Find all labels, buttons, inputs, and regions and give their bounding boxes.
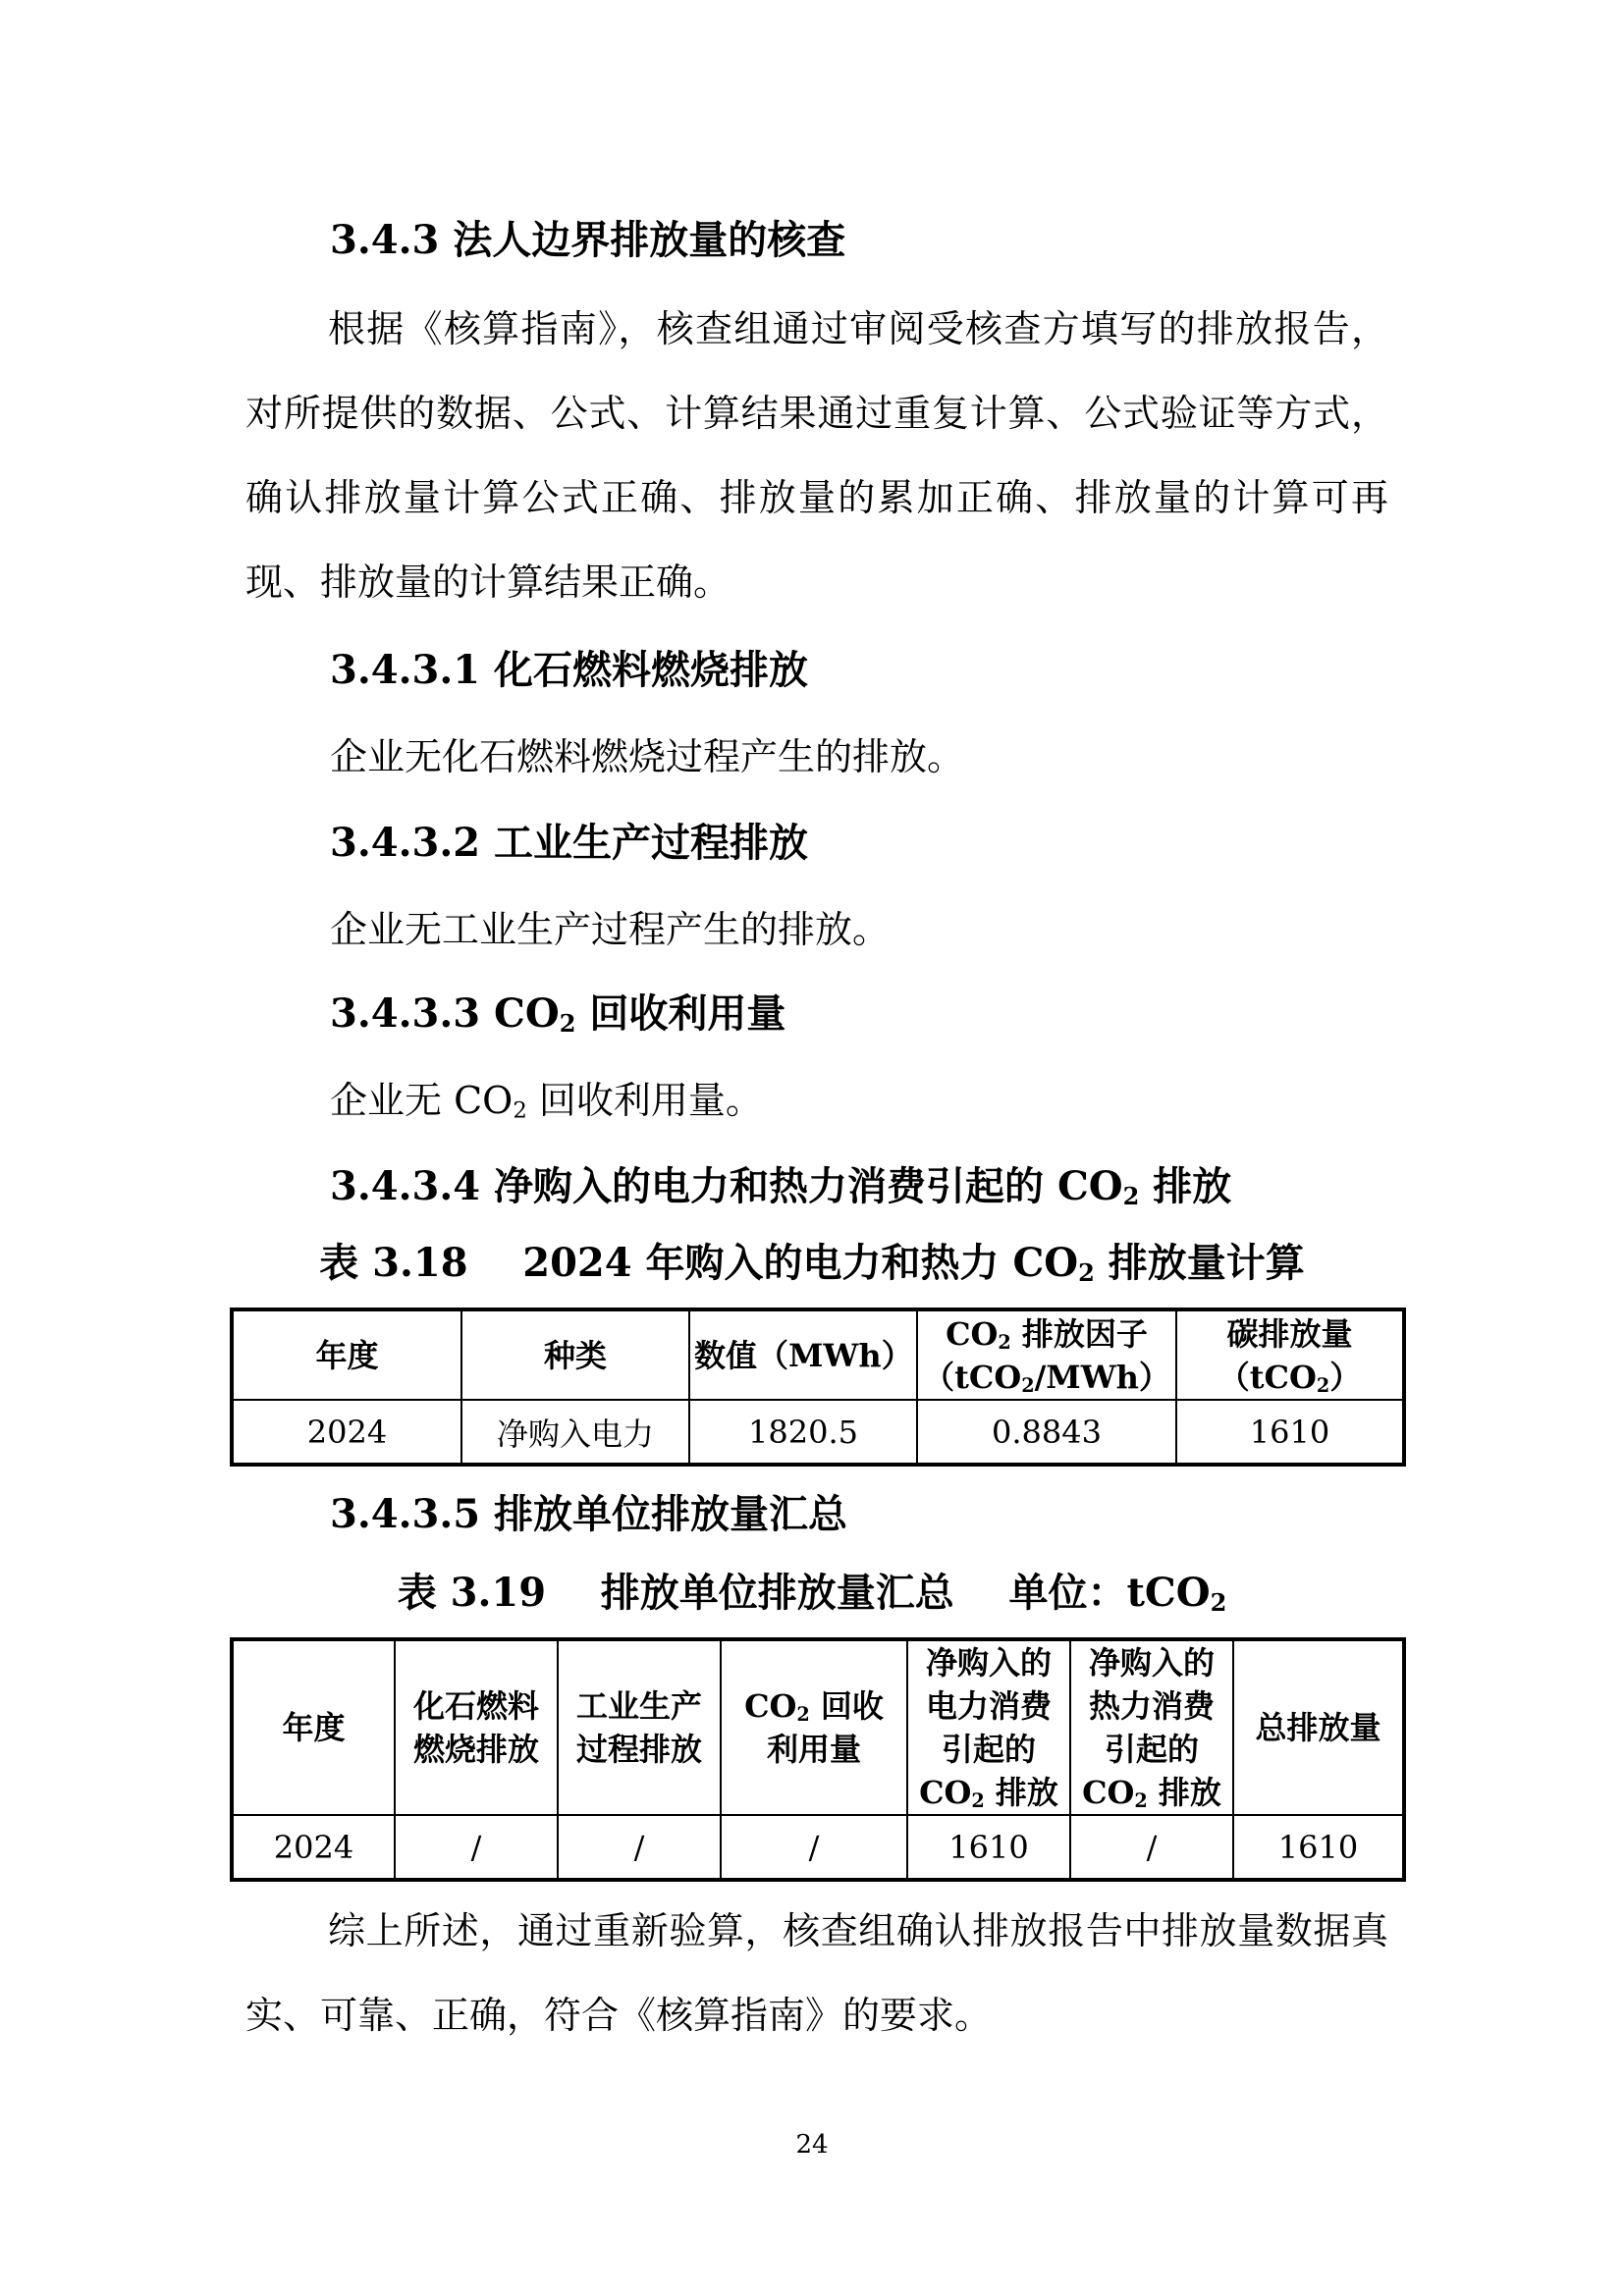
header-text: CO (919, 1774, 972, 1811)
subscript: 2 (1021, 1373, 1035, 1397)
cell-value: 1820.5 (689, 1400, 917, 1465)
subscript: 2 (1078, 1257, 1095, 1287)
subscript: 2 (971, 1789, 985, 1812)
table-row (232, 1815, 1404, 1880)
cell-recycle: / (721, 1815, 907, 1880)
section-3-4-3-1-body: 企业无化石燃料燃烧过程产生的排放。 (330, 735, 965, 778)
subscript: 2 (513, 1097, 527, 1124)
table-header-row (232, 1639, 1404, 1815)
cell-heat: / (1070, 1815, 1233, 1880)
header-type: 种类 (461, 1309, 689, 1400)
body-text: 企业无 CO (330, 1079, 514, 1122)
header-text: ） (1329, 1358, 1362, 1396)
header-line: 利用量 (766, 1731, 861, 1768)
section-3-4-3-2-heading: 3.4.3.2 工业生产过程排放 (330, 820, 809, 866)
section-3-4-3-3-body (330, 1076, 763, 1125)
header-text: CO (1082, 1774, 1135, 1811)
subscript: 2 (1210, 1587, 1227, 1617)
table-3-19-caption (0, 1569, 1624, 1618)
heading-text: 回收利用量 (575, 990, 786, 1037)
header-line: 过程排放 (575, 1731, 702, 1768)
header-line (912, 1771, 1065, 1814)
table-header-row (232, 1309, 1404, 1400)
cell-year: 2024 (232, 1815, 395, 1880)
table-3-19 (230, 1637, 1406, 1882)
header-text: 排放因子 (1010, 1314, 1148, 1353)
header-text: （tCO (923, 1358, 1022, 1396)
header-industrial-process (558, 1639, 721, 1815)
header-line (922, 1312, 1171, 1356)
header-line: 引起的 (941, 1731, 1036, 1768)
verification-paragraph: 根据《核算指南》，核查组通过审阅受核查方填写的排放报告，对所提供的数据、公式、计算结果通过重复计算、公式验证等方式，确认排放量计算公式正确、排放量的累加正确、排放量的计算可再现、排放量的计算结果正确。 (245, 307, 1388, 604)
header-line: 燃烧排放 (412, 1731, 539, 1768)
cell-type: 净购入电力 (461, 1400, 689, 1465)
header-text: CO (946, 1314, 999, 1353)
heading-text: 排放 (1139, 1163, 1232, 1209)
header-fossil-combustion (395, 1639, 558, 1815)
header-text: （tCO (1218, 1358, 1317, 1396)
header-electricity-emission (907, 1639, 1070, 1815)
table-3-18 (230, 1308, 1406, 1467)
header-line: 净购入的 (1088, 1644, 1215, 1682)
heading-text: 3.4.3.4 净购入的电力和热力消费引起的 CO (330, 1163, 1123, 1209)
header-emission-factor (917, 1309, 1176, 1400)
header-line: 引起的 (1104, 1731, 1199, 1768)
header-text: 排放 (1147, 1774, 1221, 1811)
subscript: 2 (559, 1008, 576, 1038)
header-total-emission: 总排放量 (1233, 1639, 1404, 1815)
body-text: 回收利用量。 (526, 1079, 763, 1122)
table-row (232, 1400, 1404, 1465)
header-text: 回收 (809, 1687, 884, 1725)
header-text: CO (744, 1687, 797, 1725)
header-value: 数值（MWh） (689, 1309, 917, 1400)
cell-total: 1610 (1233, 1815, 1404, 1880)
header-line (922, 1356, 1171, 1399)
subscript: 2 (1134, 1789, 1148, 1812)
caption-text: 表 3.18 2024 年购入的电力和热力 CO (319, 1240, 1079, 1286)
header-line: 电力消费 (925, 1687, 1052, 1725)
cell-industrial: / (558, 1815, 721, 1880)
cell-electricity: 1610 (907, 1815, 1070, 1880)
section-3-4-3-1-heading: 3.4.3.1 化石燃料燃烧排放 (330, 647, 809, 693)
section-3-4-3-2-body: 企业无工业生产过程产生的排放。 (330, 908, 891, 951)
header-year: 年度 (232, 1639, 395, 1815)
header-carbon-emission (1176, 1309, 1404, 1400)
header-line: 热力消费 (1088, 1687, 1215, 1725)
subscript: 2 (796, 1702, 810, 1726)
conclusion-paragraph: 综上所述，通过重新验算，核查组确认排放报告中排放量数据真实、可靠、正确，符合《核算指南》的要求。 (245, 1909, 1388, 2037)
section-3-4-3-3-heading (330, 989, 785, 1039)
subscript: 2 (998, 1330, 1011, 1354)
cell-year: 2024 (232, 1400, 461, 1465)
header-line: 工业生产 (575, 1687, 702, 1725)
header-year: 年度 (232, 1309, 461, 1400)
subscript: 2 (1316, 1373, 1330, 1397)
header-line: 化石燃料 (412, 1687, 539, 1725)
section-3-4-3-5-heading: 3.4.3.5 排放单位排放量汇总 (330, 1491, 848, 1537)
header-line (1075, 1771, 1228, 1814)
page-number: 24 (795, 2130, 829, 2160)
header-co2-recycle (721, 1639, 907, 1815)
header-text: /MWh） (1034, 1358, 1170, 1396)
header-line: 碳排放量 (1226, 1314, 1353, 1353)
header-line: 净购入的 (925, 1644, 1052, 1682)
cell-fossil: / (395, 1815, 558, 1880)
caption-text: 排放量计算 (1094, 1240, 1305, 1286)
header-heat-emission (1070, 1639, 1233, 1815)
cell-emission: 1610 (1176, 1400, 1404, 1465)
header-line (1181, 1356, 1398, 1399)
cell-factor: 0.8843 (917, 1400, 1176, 1465)
subscript: 2 (1122, 1181, 1140, 1210)
header-line (726, 1684, 902, 1728)
section-3-4-3-heading: 3.4.3 法人边界排放量的核查 (330, 217, 846, 263)
table-3-18-caption (0, 1239, 1624, 1288)
header-text: 排放 (984, 1774, 1058, 1811)
caption-text: 表 3.19 排放单位排放量汇总 单位：tCO (397, 1570, 1211, 1616)
heading-text: 3.4.3.3 CO (330, 990, 560, 1037)
section-3-4-3-4-heading (330, 1162, 1231, 1211)
